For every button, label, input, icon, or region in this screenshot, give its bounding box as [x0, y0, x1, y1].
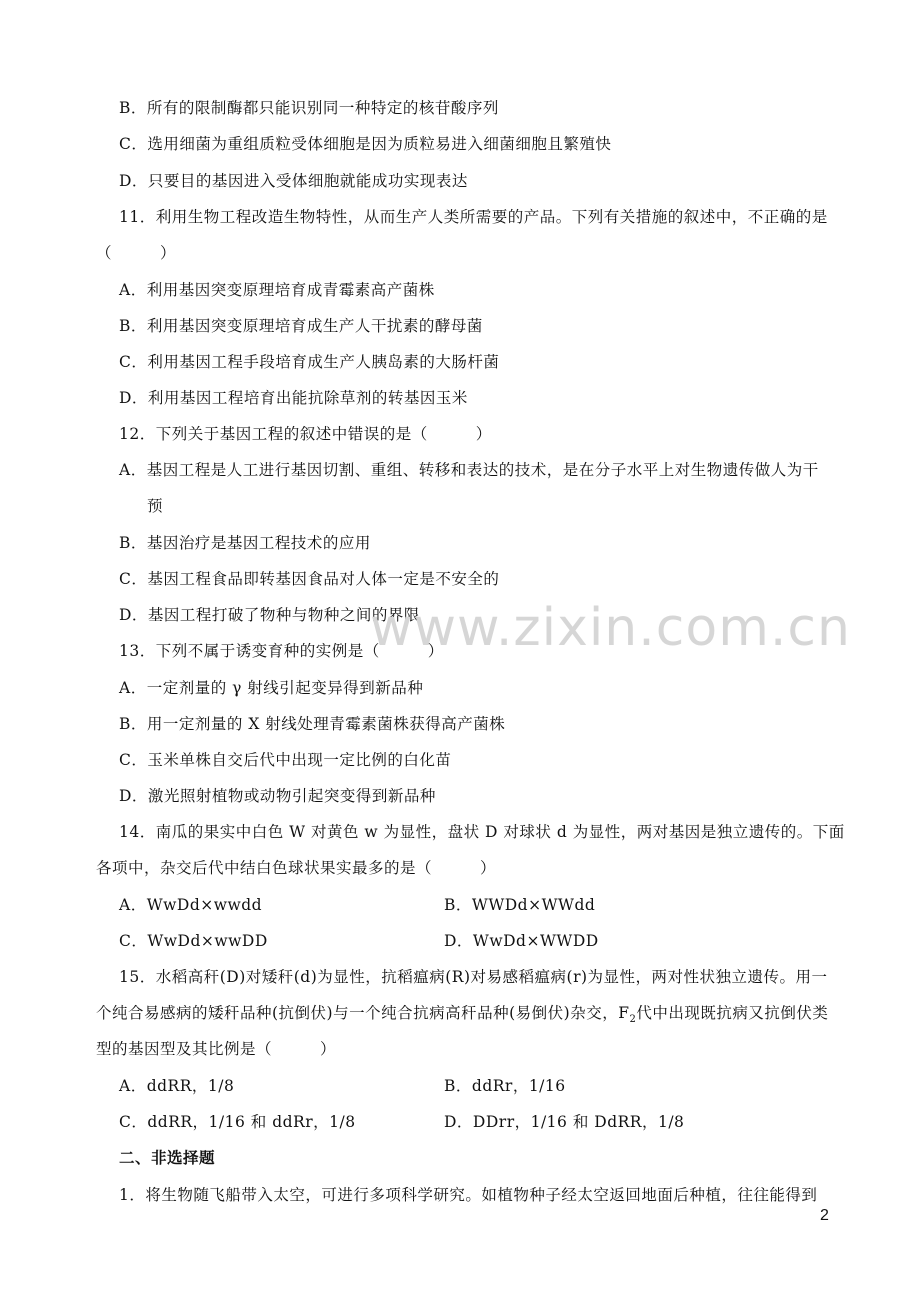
subscript-2: 2 [629, 1014, 637, 1026]
q15-option-b: B．ddRr，1/16 [444, 1077, 566, 1095]
section2-q1-stem: 1．将生物随飞船带入太空，可进行多项科学研究。如植物种子经太空返回地面后种植，往往能得到 [119, 1186, 818, 1204]
q10-option-c: C．选用细菌为重组质粒受体细胞是因为质粒易进入细菌细胞且繁殖快 [119, 135, 612, 153]
q14-option-b: B．WWDd×WWdd [444, 896, 596, 914]
q13-stem: 13．下列不属于诱变育种的实例是（ ） [119, 642, 444, 660]
q15-option-d: D．DDrr，1/16 和 DdRR，1/8 [444, 1113, 685, 1131]
q12-option-a-cont: 预 [147, 497, 164, 515]
q11-option-b: B．利用基因突变原理培育成生产人干扰素的酵母菌 [119, 317, 483, 335]
q13-option-c: C．玉米单株自交后代中出现一定比例的白化苗 [119, 751, 452, 769]
q14-option-c: C．WwDd×wwDD [119, 932, 268, 950]
page-number: 2 [820, 1207, 829, 1224]
watermark: www.zixin.com.cn [370, 598, 851, 658]
q15-stem-line2: 个纯合易感病的矮秆品种(抗倒伏)与一个纯合抗病高秆品种(易倒伏)杂交，$F_2$代中出现既抗病又抗倒伏类 [96, 1004, 829, 1026]
q10-option-d: D．只要目的基因进入受体细胞就能成功实现表达 [119, 172, 468, 190]
q14-option-d: D．WwDd×WWDD [444, 932, 599, 950]
q11-option-a: A．利用基因突变原理培育成青霉素高产菌株 [119, 281, 435, 299]
q11-stem: 11．利用生物工程改造生物特性，从而生产人类所需要的产品。下列有关措施的叙述中，不正确的是 [119, 208, 828, 226]
q14-stem-line2: 各项中，杂交后代中结白色球状果实最多的是（ ） [96, 859, 497, 877]
q14-option-a: A．WwDd×wwdd [119, 896, 263, 914]
q15-stem-line1: 15．水稻高秆(D)对矮秆(d)为显性，抗稻瘟病(R)对易感稻瘟病(r)为显性，两对性状独立遗传。用一 [119, 968, 828, 986]
q13-option-a: A．一定剂量的 γ 射线引起变异得到新品种 [119, 679, 424, 697]
q10-option-b: B．所有的限制酶都只能识别同一种特定的核苷酸序列 [119, 99, 499, 117]
q12-option-b: B．基因治疗是基因工程技术的应用 [119, 534, 371, 552]
q12-option-c: C．基因工程食品即转基因食品对人体一定是不安全的 [119, 570, 500, 588]
q15-stem-line3: 型的基因型及其比例是（ ） [96, 1040, 337, 1058]
q13-option-b: B．用一定剂量的 X 射线处理青霉素菌株获得高产菌株 [119, 715, 506, 733]
q12-option-a: A．基因工程是人工进行基因切割、重组、转移和表达的技术，是在分子水平上对生物遗传做人为干 [119, 461, 819, 479]
q11-paren: （ ） [96, 244, 177, 262]
q14-stem-line1: 14．南瓜的果实中白色 W 对黄色 w 为显性，盘状 D 对球状 d 为显性，两对基因是独立遗传的。下面 [119, 823, 845, 841]
q11-option-c: C．利用基因工程手段培育成生产人胰岛素的大肠杆菌 [119, 353, 500, 371]
q11-option-d: D．利用基因工程培育出能抗除草剂的转基因玉米 [119, 389, 468, 407]
q15-option-c: C．ddRR，1/16 和 ddRr，1/8 [119, 1113, 356, 1131]
q15-option-a: A．ddRR，1/8 [119, 1077, 235, 1095]
q12-stem: 12．下列关于基因工程的叙述中错误的是（ ） [119, 425, 492, 443]
section-heading: 二、非选择题 [119, 1148, 216, 1167]
q12-option-d: D．基因工程打破了物种与物种之间的界限 [119, 606, 420, 624]
q13-option-d: D．激光照射植物或动物引起突变得到新品种 [119, 787, 436, 805]
